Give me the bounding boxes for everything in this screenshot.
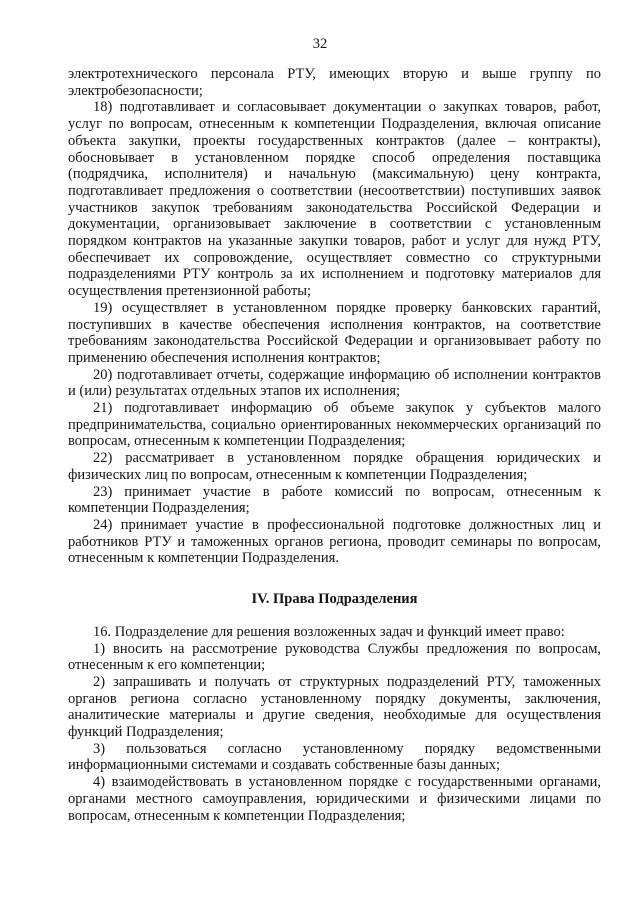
paragraph: 19) осуществляет в установленном порядке проверку банковских гарантий, поступивших в качестве обеспечения исполнения контрактов, на соответствие требованиям законодательства Российской Федерации и организовывает работу по применению обеспечения исполнения контрактов; [68,299,601,366]
paragraph: 24) принимает участие в профессиональной подготовке должностных лиц и работников РТУ и таможенных органов региона, проводит семинары по вопросам, отнесенным к компетенции Подразделения. [68,516,601,567]
paragraph: 21) подготавливает информацию об объеме закупок у субъектов малого предпринимательства, социально ориентированных некоммерческих организаций по вопросам, отнесенным к компетенции Подразделения; [68,400,601,450]
paragraph: 2) запрашивать и получать от структурных подразделений РТУ, таможенных органов региона согласно установленному порядку документы, заключения, аналитические материалы и другие сведения, необходимые для осуществления функций Подразделения; [68,673,601,741]
paragraph: 20) подготавливает отчеты, содержащие информацию об исполнении контрактов и (или) результатах отдельных этапов их исполнения; [68,366,601,400]
paragraph: 1) вносить на рассмотрение руководства Службы предложения по вопросам, отнесенным к его компетенции; [68,640,601,674]
paragraph: 3) пользоваться согласно установленному порядку ведомственными информационными системами и создавать собственные базы данных; [68,740,601,774]
section-heading: IV. Права Подразделения [251,591,418,608]
paragraph: электротехнического персонала РТУ, имеющих вторую и выше группу по электробезопасности; [68,66,601,99]
paragraph: 23) принимает участие в работе комиссий по вопросам, отнесенным к компетенции Подразделения; [68,483,601,517]
paragraph: 22) рассматривает в установленном порядке обращения юридических и физических лиц по вопросам, отнесенным к компетенции Подразделения; [68,450,601,483]
page-number: 32 [312,36,328,52]
paragraph: 18) подготавливает и согласовывает документации о закупках товаров, работ, услуг по вопросам, отнесенным к компетенции Подразделения, включая описание объекта закупки, проекты государственных контрактов (далее – контракты), обосновывает в установленном порядке способ определения поставщика (подрядчика, исполнителя) и начальную (максимальную) цену контракта, подготавливает предложения о соответствии (несоответствии) поступивших заявок участников закупок требованиям законодательства Российской Федерации и документации, организовывает заключение в соответствии с установленным порядком контрактов на указанные закупки товаров, работ и услуг для нужд РТУ, обеспечивает их сопровождение, осуществляет совместно со структурными подразделениями РТУ контроль за их исполнением и подготовку материалов для осуществления претензионной работы; [68,99,601,300]
document-body [68,66,601,824]
paragraph: 4) взаимодействовать в установленном порядке с государственными органами, органами местного самоуправления, юридическими и физическими лицами по вопросам, отнесенным к компетенции Подразделения; [68,774,601,824]
paragraph: 16. Подразделение для решения возложенных задач и функций имеет право: [93,623,565,640]
